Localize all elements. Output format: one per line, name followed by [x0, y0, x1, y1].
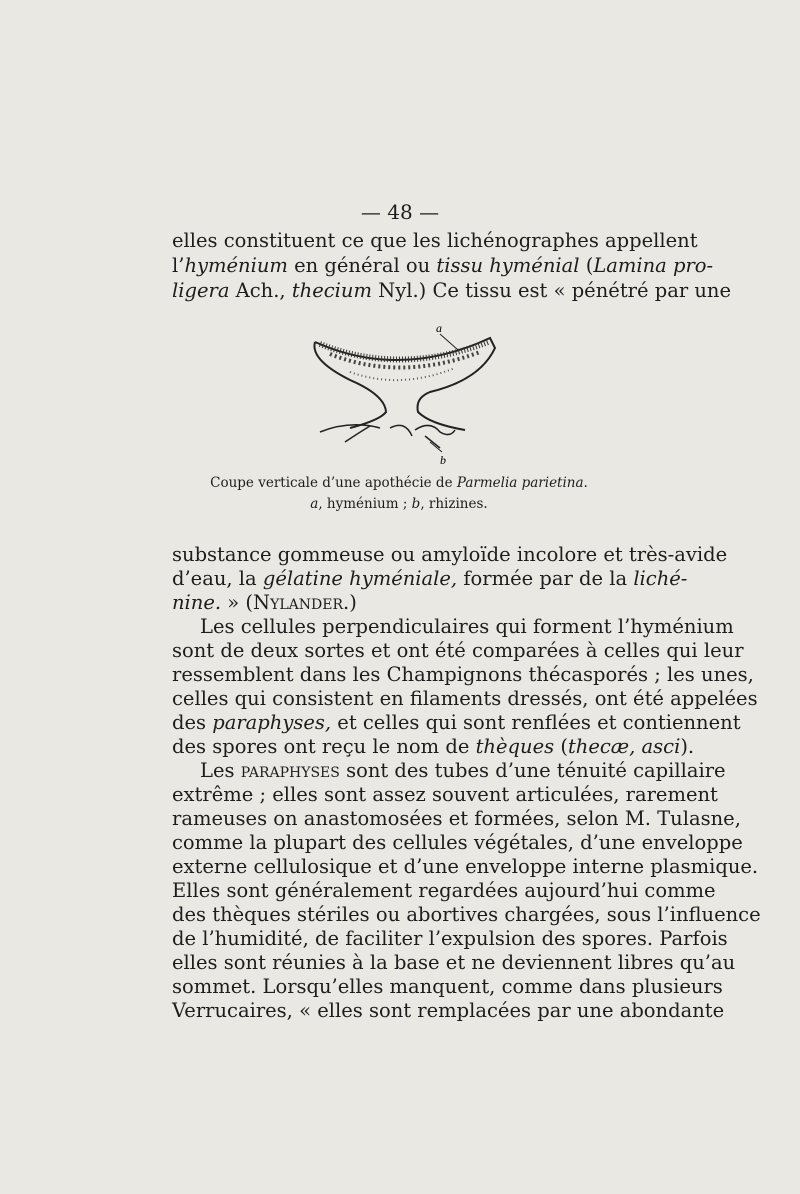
text-line: comme la plupart des cellules végétales, d’une enveloppe [172, 831, 743, 854]
text-line: des thèques stériles ou abortives chargées, sous l’influence [172, 903, 761, 926]
text-line: rameuses on anastomosées et formées, selon M. Tulasne, [172, 807, 741, 830]
text-line: ressemblent dans les Champignons thécasporés ; les unes, [172, 663, 754, 686]
text-line: Verrucaires, « elles sont remplacées par une abondante [172, 999, 725, 1022]
caption-line: Coupe verticale d’une apothécie de Parmelia parietina. [210, 475, 588, 491]
text-line: externe cellulosique et d’une enveloppe interne plasmique. [172, 855, 759, 878]
text-line: des spores ont reçu le nom de thèques (thecæ, asci). [172, 735, 695, 758]
page-number: — 48 — [360, 200, 440, 224]
caption-line: a, hyménium ; b, rhizines. [310, 496, 488, 512]
text-line: celles qui consistent en filaments dressés, ont été appelées [172, 687, 758, 710]
text-line: Les paraphyses sont des tubes d’une ténuité capillaire [200, 759, 726, 782]
text-line: Les cellules perpendiculaires qui forment l’hyménium [200, 615, 734, 638]
figure-label-a: a [436, 321, 442, 335]
text-line: l’hyménium en général ou tissu hyménial (Lamina pro- [172, 254, 714, 277]
text-line: elles constituent ce que les lichénographes appellent [172, 229, 698, 252]
text-line: sommet. Lorsqu’elles manquent, comme dans plusieurs [172, 975, 723, 998]
text-line: substance gommeuse ou amyloïde incolore et très-avide [172, 543, 728, 566]
apothecium-figure [290, 320, 520, 470]
text-line: sont de deux sortes et ont été comparées à celles qui leur [172, 639, 744, 662]
text-line: Elles sont généralement regardées aujourd’hui comme [172, 879, 716, 902]
text-line: d’eau, la gélatine hyméniale, formée par de la liché- [172, 567, 688, 590]
text-line: extrême ; elles sont assez souvent articulées, rarement [172, 783, 718, 806]
figure-label-b: b [440, 453, 446, 467]
text-line: elles sont réunies à la base et ne deviennent libres qu’au [172, 951, 736, 974]
figure-caption [172, 473, 626, 515]
text-line: de l’humidité, de faciliter l’expulsion des spores. Parfois [172, 927, 728, 950]
text-line: ligera Ach., thecium Nyl.) Ce tissu est « pénétré par une [172, 279, 732, 302]
text-line: des paraphyses, et celles qui sont renflées et contiennent [172, 711, 741, 734]
text-line: nine. » (Nylander.) [172, 591, 357, 614]
